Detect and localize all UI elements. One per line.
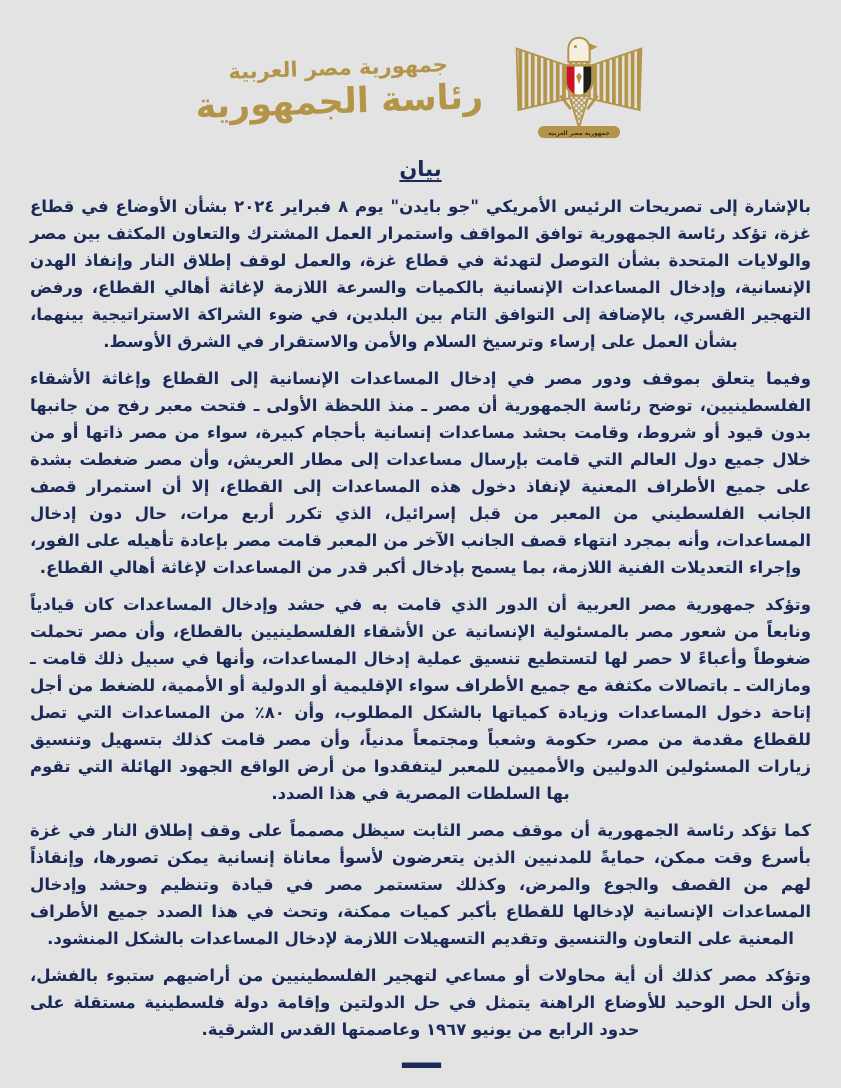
calligraphy-presidency-line: رئاسة الجمهورية <box>194 77 484 128</box>
paragraph-egypt-leading-role: وتؤكد جمهورية مصر العربية أن الدور الذي قامت به في حشد وإدخال المساعدات كان قيادياً ونابعاً من شعور مصر بالمسئولية الإنسانية عن الأشقاء الفلسطينيين بالقطاع، وأن مصر تحملت ضغوطاً وأعباءً لا حصر لها لتستطيع تنسيق عملية إدخال المساعدات، وأنها في سبيل ذلك قامت ـ ومازالت ـ باتصالات مكثفة مع جميع الأطراف سواء الإقليمية أو الدولية أو الأممية، للضغط من أجل إتاحة دخول المساعدات وزيادة كمياتها بالشكل المطلوب، وأن ٨٠٪ من المساعدات التي تصل للقطاع مقدمة من مصر، حكومة وشعباً ومجتمعاً مدنياً، وأن مصر قامت كذلك بتسهيل وتنسيق زيارات المسئولين الدوليين والأمميين للمعبر ليتفقدوا من أرض الواقع الجهود الهائلة التي تقوم بها السلطات المصرية في هذا الصدد. <box>30 595 812 803</box>
egypt-eagle-coat-of-arms-icon <box>512 36 646 143</box>
presidency-calligraphy <box>194 51 484 127</box>
eagle-tail <box>570 96 590 128</box>
statement-title: بيان <box>399 157 442 181</box>
calligraphy-republic-line: جمهورية مصر العربية <box>227 52 448 85</box>
eagle-left-wing <box>517 48 570 110</box>
emblem-banner-text: جمهورية مصر العربية <box>548 130 611 137</box>
end-divider: — <box>399 1037 442 1088</box>
statement-body <box>30 193 811 1043</box>
eagle-head <box>569 38 590 62</box>
paragraph-ceasefire-commitment: كما تؤكد رئاسة الجمهورية أن موقف مصر الثابت سيظل مصمماً على وقف إطلاق النار في غزة بأسرع وقت ممكن، حمايةً للمدنيين الذين يتعرضون لأسوأ معاناة إنسانية يمكن تصورها، وإنقاذاً لهم من القصف والجوع والمرض، وكذلك ستستمر مصر في قيادة وتنظيم وحشد وإدخال المساعدات الإنسانية لإدخالها للقطاع بأكبر كميات ممكنة، وتحث في هذا الصدد جميع الأطراف المعنية على التعاون والتنسيق وتقديم التسهيلات اللازمة لإدخال المساعدات بالشكل المنشود. <box>30 821 811 948</box>
eagle-right-wing <box>589 48 642 110</box>
paragraph-two-state-solution: وتؤكد مصر كذلك أن أية محاولات أو مساعي لتهجير الفلسطينيين من أراضيهم ستبوء بالفشل، وأن الحل الوحيد للأوضاع الراهنة يتمثل في حل الدولتين وإقامة دولة فلسطينية مستقلة على حدود الرابع من يونيو ١٩٦٧ وعاصمتها القدس الشرقية. <box>30 966 811 1039</box>
letterhead <box>30 36 811 143</box>
paragraph-rafah-crossing-aid: وفيما يتعلق بموقف ودور مصر في إدخال المساعدات الإنسانية إلى القطاع وإغاثة الأشقاء الفلسطينيين، توضح رئاسة الجمهورية أن مصر ـ منذ اللحظة الأولى ـ فتحت معبر رفح من جانبها بدون قيود أو شروط، وقامت بحشد مساعدات إنسانية بأحجام كبيرة، سواء من مصر ذاتها أو من خلال جميع دول العالم التي قامت بإرسال مساعدات إلى مطار العريش، وأن مصر ضغطت بشدة على جميع الأطراف المعنية لإنفاذ دخول هذه المساعدات إلى القطاع، إلا أن استمرار قصف الجانب الفلسطيني من المعبر من قبل إسرائيل، الذي تكرر أربع مرات، حال دون إدخال المساعدات، وأنه بمجرد انتهاء قصف الجانب الآخر من المعبر قامت مصر بإعادة تأهيله على الفور، وإجراء التعديلات الفنية اللازمة، بما يسمح بإدخال أكبر قدر من المساعدات لإغاثة أهالي القطاع. <box>30 369 811 577</box>
paragraph-us-egypt-coordination: بالإشارة إلى تصريحات الرئيس الأمريكي "جو بايدن" يوم ٨ فبراير ٢٠٢٤ بشأن الأوضاع في قطاع غزة، تؤكد رئاسة الجمهورية توافق المواقف واستمرار العمل المشترك والتعاون المكثف بين مصر والولايات المتحدة بشأن التوصل لتهدئة في قطاع غزة، والعمل لوقف إطلاق النار وإنفاذ الهدن الإنسانية، وإدخال المساعدات الإنسانية بالكميات والسرعة اللازمة لإغاثة أهالي القطاع، ورفض التهجير القسري، بالإضافة إلى التوافق التام بين البلدين، في ضوء الشراكة الاستراتيجية بينهما، بشأن العمل على إرساء وترسيخ السلام والأمن والاستقرار في الشرق الأوسط. <box>30 197 811 351</box>
